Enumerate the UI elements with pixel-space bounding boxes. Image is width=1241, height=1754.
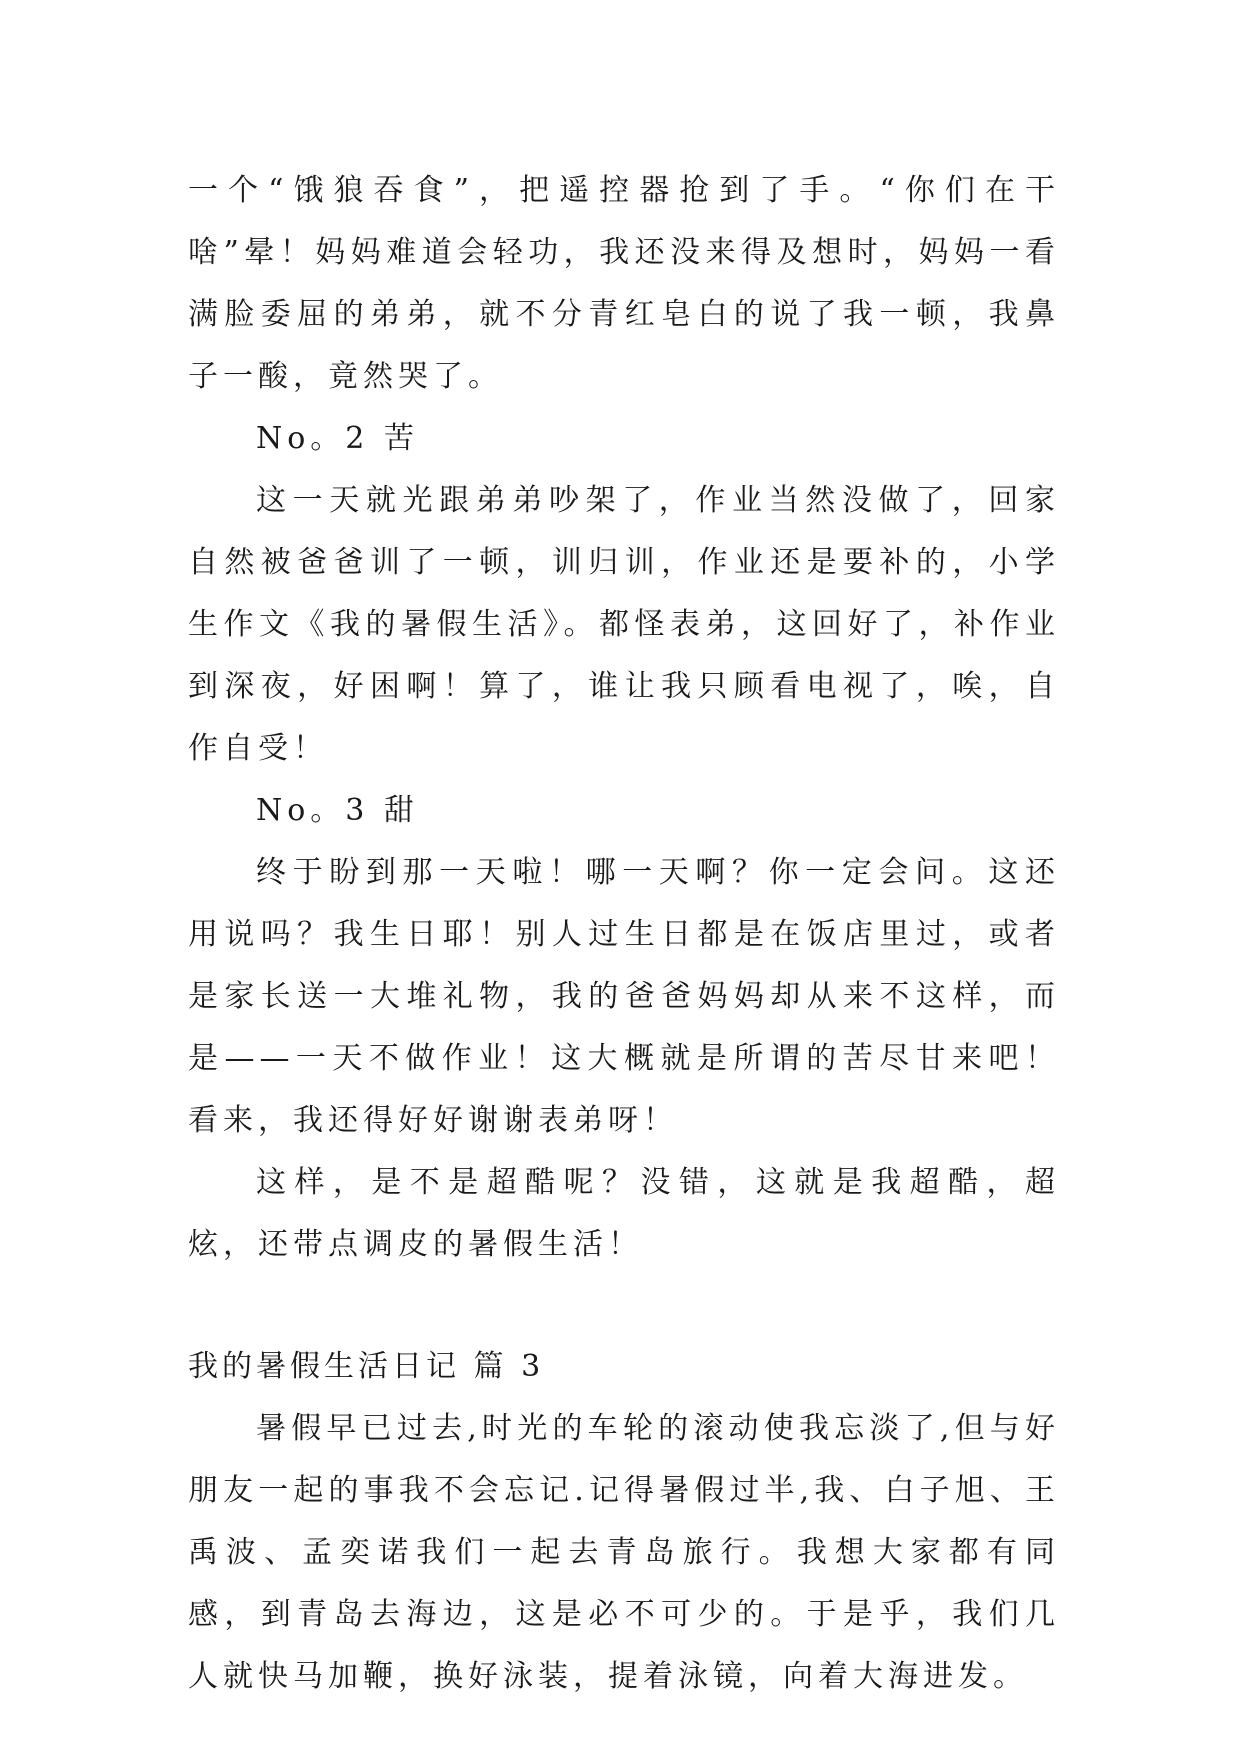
paragraph-continuation: 一个“饿狼吞食”，把遥控器抢到了手。“你们在干啥”晕！妈妈难道会轻功，我还没来得及想时，妈妈一看满脸委屈的弟弟，就不分青红皂白的说了我一顿，我鼻子一酸，竟然哭了。 — [188, 173, 1060, 394]
paragraph-conclusion: 这样，是不是超酷呢？没错，这就是我超酷，超炫，还带点调皮的暑假生活！ — [188, 1165, 1060, 1262]
section-title: 我的暑假生活日记 篇 3 — [188, 1349, 545, 1384]
section-spacer — [188, 1276, 1060, 1336]
document-body — [188, 160, 1060, 1708]
paragraph-no3-body: 终于盼到那一天啦！哪一天啊？你一定会问。这还用说吗？我生日耶！别人过生日都是在饭店里过，或者是家长送一大堆礼物，我的爸爸妈妈却从来不这样，而是——一天不做作业！这大概就是所谓的苦尽甘来吧！看来，我还得好好谢谢表弟呀！ — [188, 855, 1060, 1138]
paragraph-no2-body: 这一天就光跟弟弟吵架了，作业当然没做了，回家自然被爸爸训了一顿，训归训，作业还是要补的，小学生作文《我的暑假生活》。都怪表弟，这回好了，补作业到深夜，好困啊！算了，谁让我只顾看电视了，唉，自作自受！ — [188, 483, 1060, 766]
subheading-no3: No。3 甜 — [256, 793, 419, 828]
paragraph-section3-body: 暑假早已过去,时光的车轮的滚动使我忘淡了,但与好朋友一起的事我不会忘记.记得暑假过半,我、白子旭、王禹波、孟奕诺我们一起去青岛旅行。我想大家都有同感，到青岛去海边，这是必不可少的。于是乎，我们几人就快马加鞭，换好泳装，提着泳镜，向着大海进发。 — [188, 1411, 1060, 1694]
subheading-no2: No。2 苦 — [256, 421, 419, 456]
